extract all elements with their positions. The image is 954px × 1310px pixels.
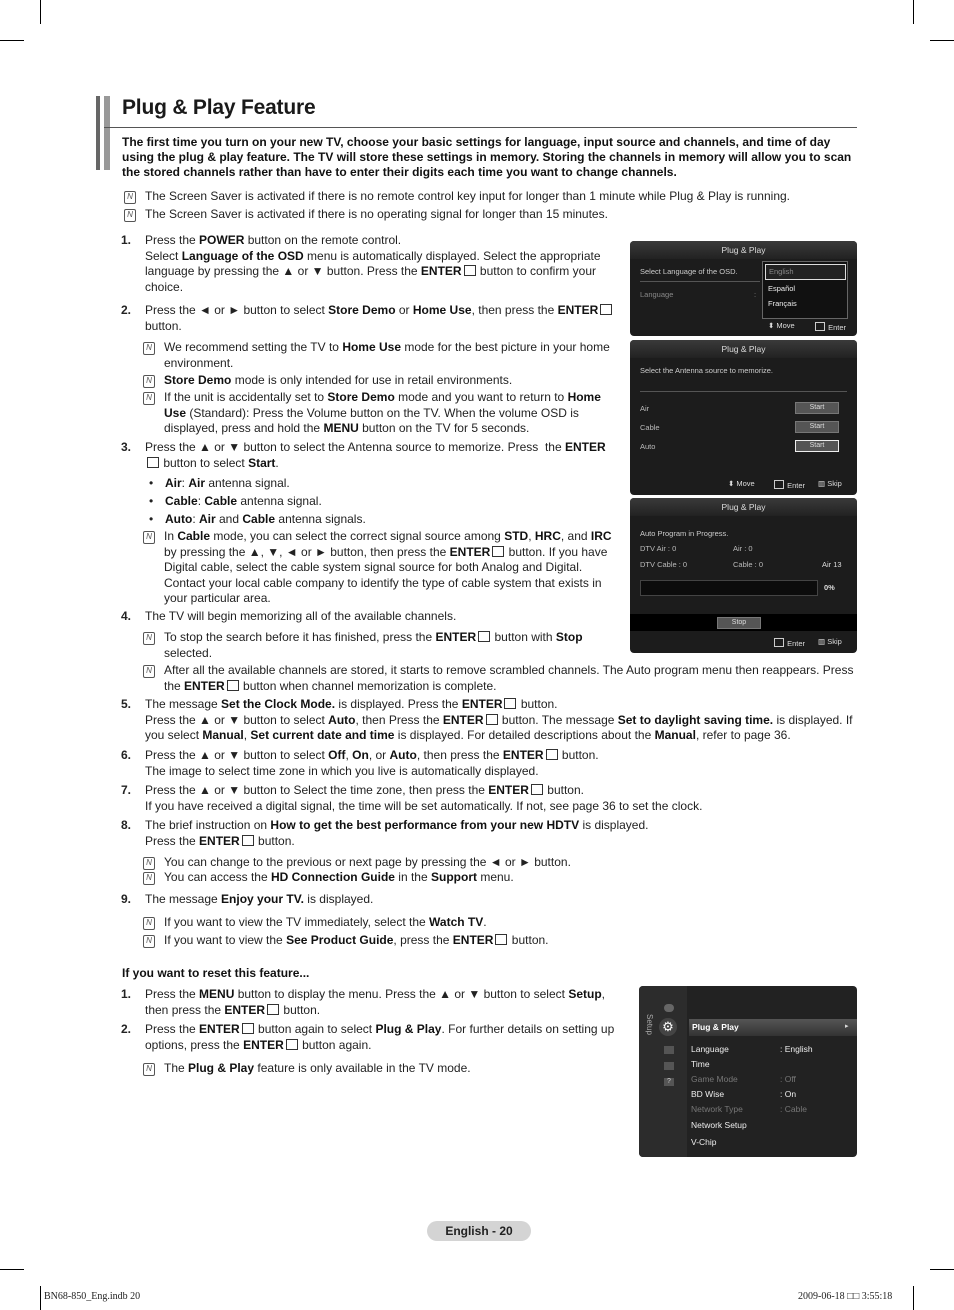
intro-paragraph: The first time you turn on your new TV, choose your basic settings for language, input source and channels, and time of day using the plug & play feature. The TV will store these settings in memory. Storing the channels in memory will allow you to scan the stored channels rather than have to enter their digits each time you want to change channels. — [122, 135, 852, 179]
bullet-air: • Air: Air antenna signal. — [149, 476, 290, 490]
title-rule — [104, 127, 857, 128]
osd-header: Plug & Play — [630, 498, 857, 516]
reset-heading: If you want to reset this feature... — [122, 966, 310, 980]
note-icon: N — [143, 872, 155, 885]
stop-button[interactable]: Stop — [717, 617, 761, 629]
step-4 — [121, 609, 620, 625]
note-text: The Screen Saver is activated if there is no remote control key input for longer than 1 minute while Plug & Play is running. — [145, 189, 790, 203]
note-icon: N — [124, 209, 136, 222]
air-count: Air : 0 — [733, 544, 753, 553]
skip-label: Skip — [827, 637, 842, 646]
note-icon: N — [143, 392, 155, 405]
step-number: 1. — [121, 233, 132, 247]
step-5: 5. The message Set the Clock Mode. is displayed. Press the ENTER button. Press the ▲ or ▼ button to select Auto, then Press the ENTER button. The message Set to daylight saving time. is displayed. If you select Manual, Set current date and time is displayed. For detailed descriptions about the Manual, refer to page 36. — [121, 697, 853, 742]
note-screensaver-1 — [127, 189, 845, 205]
note-scrambled: N After all the available channels are stored, it starts to remove scrambled channels. The Auto program menu then reappears. Press the ENTER button when channel memorization is complete. — [164, 663, 854, 694]
footer-timestamp: 2009-06-18 □□ 3:55:18 — [798, 1291, 893, 1302]
crop-mark — [40, 0, 41, 24]
progress-track — [640, 580, 818, 596]
enter-icon — [531, 784, 543, 795]
enter-icon — [774, 638, 784, 647]
note-watch-tv: N If you want to view the TV immediately, select the Watch TV. — [164, 915, 854, 931]
enter-icon — [495, 934, 507, 945]
cable-count: Cable : 0 — [733, 560, 764, 569]
enter-label: Enter — [787, 639, 806, 648]
setup-items — [691, 1042, 853, 1152]
osd-divider — [640, 391, 847, 392]
step-number: 6. — [121, 748, 132, 762]
enter-icon — [774, 480, 784, 489]
enter-icon — [815, 322, 825, 331]
support-icon: ? — [664, 1078, 674, 1086]
enter-icon — [600, 304, 612, 315]
note-cable-mode: N In Cable mode, you can select the correct signal source among STD, HRC, and IRC by pressing the ▲, ▼, ◄ or ► button, then press the ENTER button. If you have Digital cable, select the cable system signal source for both Analog and Digital. Contact your local cable company to identify the type of cable system that exists in your particular area. — [164, 529, 614, 607]
osd-header: Plug & Play — [630, 340, 857, 358]
step-number: 3. — [121, 440, 132, 454]
enter-icon — [242, 1023, 254, 1034]
setup-item-network-type: Network Type — [691, 1104, 743, 1114]
crop-mark — [0, 1269, 24, 1270]
language-option-english[interactable]: English — [765, 264, 846, 280]
note-tv-mode: N The Plug & Play feature is only available in the TV mode. — [164, 1061, 624, 1077]
move-hint — [768, 321, 795, 330]
enter-icon — [286, 1039, 298, 1050]
note-icon: N — [143, 917, 155, 930]
skip-icon: ▥ — [818, 637, 826, 646]
step-number: 4. — [121, 609, 132, 623]
title-accent-bar — [104, 96, 110, 170]
note-icon: N — [143, 857, 155, 870]
note-icon: N — [143, 531, 155, 544]
chevron-right-icon: ▸ — [845, 1023, 849, 1030]
setup-item-game-mode-value: : Off — [780, 1074, 796, 1084]
move-icon: ⬍ — [768, 321, 775, 330]
crop-mark — [930, 1269, 954, 1270]
enter-hint — [772, 479, 805, 490]
current-channel: Air 13 — [822, 560, 842, 569]
footer-file-info: BN68-850_Eng.indb 20 — [44, 1291, 141, 1302]
crop-mark — [0, 40, 24, 41]
step-3: 3. Press the ▲ or ▼ button to select the Antenna source to memorize. Press the ENTER button to select Start. — [121, 440, 606, 470]
gear-icon[interactable]: ⚙ — [659, 1018, 677, 1036]
reset-step-2: 2. Press the ENTER button again to select Plug & Play. For further details on setting up options, press the ENTER button again. — [121, 1022, 615, 1052]
step-number: 7. — [121, 783, 132, 797]
page-title: Plug & Play Feature — [122, 96, 316, 119]
step-1: 1. Press the POWER button on the remote control. Select Language of the OSD menu is automatically displayed. Select the appropriate language by pressing the ▲ or ▼ button. Press the ENTER button to confirm your choice. — [121, 233, 601, 294]
move-hint — [728, 479, 755, 488]
enter-label: Enter — [828, 323, 847, 332]
application-icon — [664, 1062, 674, 1070]
enter-icon — [486, 714, 498, 725]
step-number: 8. — [121, 818, 132, 832]
progress-percent: 0% — [824, 583, 835, 592]
setup-item-v-chip[interactable]: V-Chip — [691, 1137, 717, 1147]
input-icon — [664, 1046, 674, 1054]
note-home-use: N We recommend setting the TV to Home Use mode for the best picture in your home environment. — [164, 340, 624, 371]
note-store-demo: N Store Demo mode is only intended for use in retail environments. — [164, 373, 624, 389]
antenna-cable-start-button[interactable]: Start — [795, 421, 839, 433]
setup-item-time[interactable]: Time — [691, 1059, 710, 1069]
crop-mark — [930, 40, 954, 41]
note-icon: N — [143, 632, 155, 645]
move-label: Move — [776, 321, 795, 330]
note-icon: N — [143, 935, 155, 948]
setup-item-language-value: : English — [780, 1044, 813, 1054]
step-8: 8. The brief instruction on How to get the best performance from your new HDTV is displayed. Press the ENTER button. — [121, 818, 649, 848]
step-text: The TV will begin memorizing all of the available channels. — [145, 609, 457, 623]
skip-hint — [818, 637, 842, 646]
note-icon: N — [143, 665, 155, 678]
note-icon: N — [143, 342, 155, 355]
enter-icon — [242, 835, 254, 846]
antenna-air-start-button[interactable]: Start — [795, 402, 839, 414]
selected-item-label: Plug & Play — [692, 1022, 739, 1032]
reset-step-1: 1. Press the MENU button to display the menu. Press the ▲ or ▼ button to select Setup, then press the ENTER button. — [121, 987, 605, 1017]
enter-label: Enter — [787, 481, 806, 490]
osd-prompt: Select the Antenna source to memorize. — [640, 366, 773, 375]
crop-mark — [40, 1286, 41, 1310]
crop-mark — [913, 1286, 914, 1310]
enter-icon — [147, 457, 159, 468]
skip-icon: ▥ — [818, 479, 826, 488]
antenna-cable-label: Cable — [640, 423, 660, 432]
step-number: 1. — [121, 987, 132, 1001]
setup-item-network-type-value: : Cable — [780, 1104, 807, 1114]
note-icon: N — [143, 375, 155, 388]
skip-hint — [818, 479, 842, 488]
skip-label: Skip — [827, 479, 842, 488]
note-stop-search: N To stop the search before it has finished, press the ENTER button with Stop selected. — [164, 630, 614, 661]
osd-language-screen — [630, 241, 857, 336]
note-icon: N — [143, 1063, 155, 1076]
osd-auto-program-screen — [630, 498, 857, 653]
note-screensaver-2 — [127, 207, 845, 223]
note-return-home: N If the unit is accidentally set to Store Demo mode and you want to return to Home Use (Standard): Press the Volume button on the TV. When the volume OSD is displayed, press and hold the MENU button on the TV for 5 seconds. — [164, 390, 624, 437]
dtv-air-count: DTV Air : 0 — [640, 544, 677, 553]
language-option-espanol[interactable]: Español — [768, 284, 796, 293]
title-accent-bar — [96, 96, 100, 170]
bullet-cable: • Cable: Cable antenna signal. — [149, 494, 322, 508]
osd-status: Auto Program in Progress. — [640, 529, 729, 538]
note-prev-next: N You can change to the previous or next page by pressing the ◄ or ► button. — [164, 855, 854, 871]
step-2: 2. Press the ◄ or ► button to select Store Demo or Home Use, then press the ENTER button. — [145, 303, 620, 334]
enter-icon — [546, 749, 558, 760]
setup-selected-row[interactable] — [689, 1019, 857, 1036]
osd-setup-menu — [639, 986, 857, 1157]
enter-icon — [504, 698, 516, 709]
language-option-francais[interactable]: Français — [768, 299, 797, 308]
osd-divider — [640, 281, 760, 282]
page-number-badge: English - 20 — [427, 1221, 531, 1241]
step-number: 5. — [121, 697, 132, 711]
antenna-air-label: Air — [640, 404, 650, 413]
enter-icon — [464, 265, 476, 276]
picture-icon — [664, 1004, 674, 1012]
step-7: 7. Press the ▲ or ▼ button to Select the time zone, then press the ENTER button. If you have received a digital signal, the time will be set automatically. If not, see page 36 to set the clock. — [121, 783, 703, 813]
osd-header: Plug & Play — [630, 241, 857, 259]
enter-hint — [772, 637, 805, 648]
setup-side-label: Setup — [645, 1014, 654, 1035]
setup-item-language[interactable]: Language — [691, 1044, 729, 1054]
step-9: 9. The message Enjoy your TV. is displayed. — [121, 892, 374, 906]
step-number: 2. — [121, 303, 132, 317]
antenna-auto-start-button[interactable]: Start — [795, 440, 839, 452]
enter-icon — [478, 631, 490, 642]
bullet-auto: • Auto: Air and Cable antenna signals. — [149, 512, 366, 526]
note-product-guide: N If you want to view the See Product Guide, press the ENTER button. — [164, 933, 854, 949]
step-number: 9. — [121, 892, 132, 906]
setup-item-network-setup[interactable]: Network Setup — [691, 1120, 747, 1130]
enter-icon — [267, 1004, 279, 1015]
osd-colon: : — [754, 290, 757, 299]
dtv-cable-count: DTV Cable : 0 — [640, 560, 688, 569]
note-icon: N — [124, 191, 136, 204]
antenna-auto-label: Auto — [640, 442, 656, 451]
step-number: 2. — [121, 1022, 132, 1036]
osd-label: Language — [640, 290, 674, 299]
setup-item-bd-wise-value: : On — [780, 1089, 797, 1099]
step-6: 6. Press the ▲ or ▼ button to select Off, On, or Auto, then press the ENTER button. The image to select time zone in which you live is automatically displayed. — [121, 748, 599, 778]
enter-icon — [492, 546, 504, 557]
crop-mark — [913, 0, 914, 24]
move-icon: ⬍ — [728, 479, 735, 488]
move-label: Move — [736, 479, 755, 488]
setup-item-game-mode: Game Mode — [691, 1074, 738, 1084]
note-text: The Screen Saver is activated if there is no operating signal for longer than 15 minutes. — [145, 207, 608, 221]
enter-hint — [813, 321, 846, 332]
setup-sidebar — [639, 986, 687, 1157]
language-dropdown[interactable] — [762, 261, 848, 319]
enter-icon — [227, 680, 239, 691]
setup-item-bd-wise[interactable]: BD Wise — [691, 1089, 725, 1099]
note-hd-guide: N You can access the HD Connection Guide in the Support menu. — [164, 870, 854, 886]
osd-antenna-screen — [630, 340, 857, 495]
osd-prompt: Select Language of the OSD. — [640, 267, 738, 276]
